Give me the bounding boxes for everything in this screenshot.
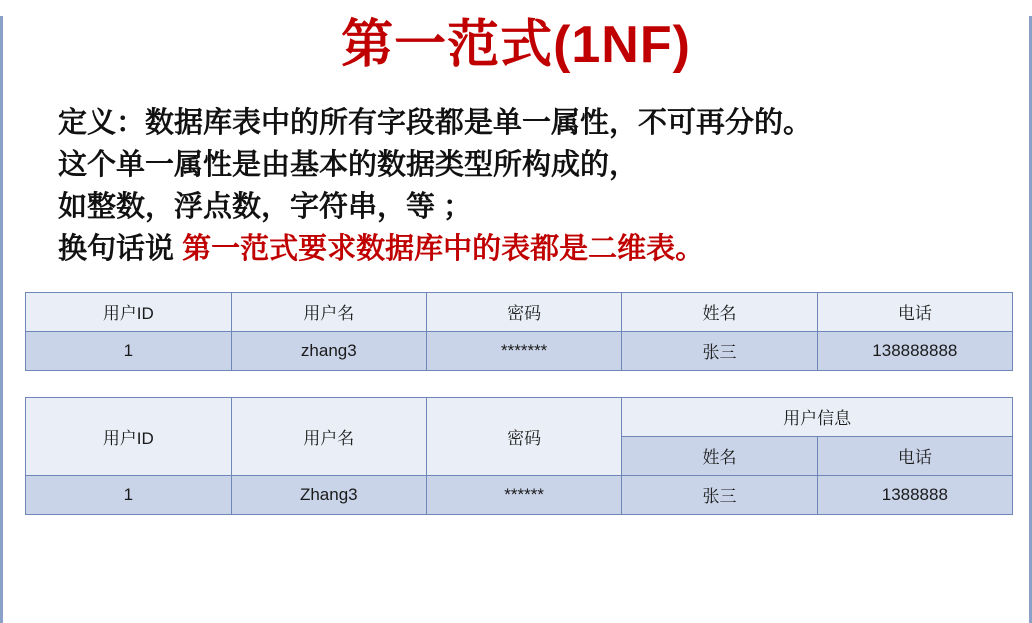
table2-group-header-cell: 用户信息 xyxy=(622,397,1013,436)
table-row xyxy=(26,331,1013,370)
table2-header-cell: 用户名 xyxy=(231,397,426,475)
definition-line-1: 定义：数据库表中的所有字段都是单一属性，不可再分的。 xyxy=(58,106,813,139)
table1-cell: 138888888 xyxy=(817,331,1012,370)
definition-text xyxy=(3,102,1029,270)
table-1nf-violation xyxy=(25,397,1013,515)
definition-line-4 xyxy=(58,228,1029,270)
table-row xyxy=(26,292,1013,331)
table1-cell: zhang3 xyxy=(231,331,426,370)
table-1nf-compliant xyxy=(25,292,1013,371)
table-row xyxy=(26,397,1013,436)
slide xyxy=(0,16,1032,623)
table1-cell: 1 xyxy=(26,331,232,370)
definition-line-2: 这个单一属性是由基本的数据类型所构成的， xyxy=(58,148,639,181)
table-row xyxy=(26,475,1013,514)
table2-cell: 张三 xyxy=(622,475,817,514)
tables-area xyxy=(3,292,1029,515)
table2-subheader-cell: 电话 xyxy=(817,436,1012,475)
table1-header-cell: 电话 xyxy=(817,292,1012,331)
table1-cell: ******* xyxy=(426,331,621,370)
definition-line-3: 如整数，浮点数，字符串，等 ； xyxy=(58,190,473,223)
table2-subheader-cell: 姓名 xyxy=(622,436,817,475)
definition-emphasis: 第一范式要求数据库中的表都是二维表。 xyxy=(182,232,705,265)
table1-header-cell: 姓名 xyxy=(622,292,817,331)
table2-cell: 1 xyxy=(26,475,232,514)
table1-header-cell: 密码 xyxy=(426,292,621,331)
page-title: 第一范式(1NF) xyxy=(341,16,691,74)
definition-line-4-prefix: 换句话说 xyxy=(58,232,175,265)
table1-header-cell: 用户ID xyxy=(26,292,232,331)
table1-header-cell: 用户名 xyxy=(231,292,426,331)
table2-cell: 1388888 xyxy=(817,475,1012,514)
table2-cell: Zhang3 xyxy=(231,475,426,514)
table2-header-cell: 用户ID xyxy=(26,397,232,475)
table2-cell: ****** xyxy=(426,475,621,514)
table1-cell: 张三 xyxy=(622,331,817,370)
table2-header-cell: 密码 xyxy=(426,397,621,475)
